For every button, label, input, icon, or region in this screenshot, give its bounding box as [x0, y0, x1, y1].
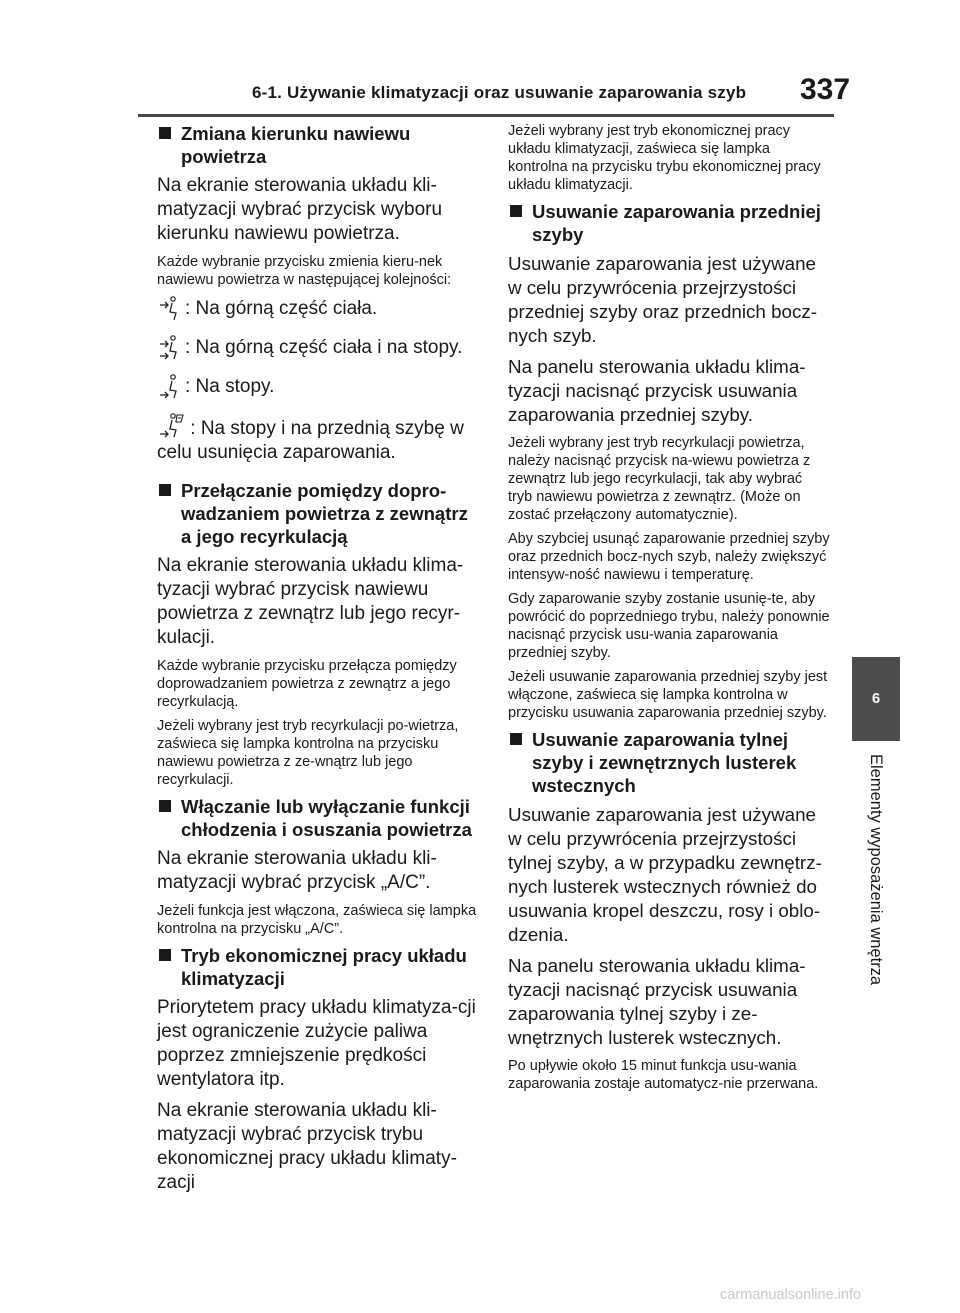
heading-eco-mode: Tryb ekonomicznej pracy układu klimatyzacji [157, 944, 479, 990]
airflow-mode-bi-level [157, 334, 479, 362]
heading-ac: Włączanie lub wyłączanie funkcji chłodzenia i osuszania powietrza [157, 795, 479, 841]
note: Jeżeli usuwanie zaparowania przedniej szyby jest włączone, zaświeca się lampka kontrolna w przycisku usuwania zaparowania przedniej szyby. [508, 669, 828, 721]
airflow-mode-text: : Na stopy i na przednią szybę w celu usunięcia zaparowania. [157, 418, 464, 463]
chapter-label-text: Elementy wyposażenia wnętrza [867, 754, 885, 986]
heading-recirculation: Przełączanie pomiędzy dopro-wadzaniem powietrza z zewnątrz a jego recyrkulacją [157, 479, 479, 548]
airflow-mode-text: : Na górną część ciała i na stopy. [185, 337, 463, 358]
page-number: 337 [800, 73, 851, 106]
paragraph: Priorytetem pracy układu klimatyza-cji jest ograniczenie zużycie paliwa poprzez zmniejszenie prędkości wentylatora itp. [157, 997, 476, 1090]
note: Każde wybranie przycisku zmienia kieru-nek nawiewu powietrza w następującej kolejności: [157, 254, 452, 288]
paragraph: Na ekranie sterowania układu kli-matyzacji wybrać przycisk „A/C”. [157, 848, 437, 893]
paragraph: Na panelu sterowania układu klima-tyzacji nacisnąć przycisk usuwania zaparowania tylnej szyby i ze-wnętrznych lusterek wstecznych. [508, 955, 806, 1048]
note: Każde wybranie przycisku przełącza pomiędzy doprowadzaniem powietrza z zewnątrz a jego recyrkulacją. [157, 658, 457, 710]
watermark: carmanualsonline.info [720, 1287, 862, 1303]
feet-airflow-icon [157, 373, 185, 401]
paragraph: Usuwanie zaparowania jest używane w celu przywrócenia przejrzystości przedniej szyby oraz przednich bocz-nych szyb. [508, 253, 817, 346]
paragraph: Na panelu sterowania układu klima-tyzacji nacisnąć przycisk usuwania zaparowania przedniej szyby. [508, 356, 806, 425]
airflow-mode-text: : Na górną część ciała. [185, 298, 378, 319]
heading-rear-window-defog: Usuwanie zaparowania tylnej szyby i zewnętrznych lusterek wstecznych [508, 728, 830, 797]
note: Jeżeli wybrany jest tryb recyrkulacji po-wietrza, zaświeca się lampka kontrolna na przycisku nawiewu powietrza z ze-wnątrz lub jego recyrkulacji. [157, 718, 459, 788]
chapter-tab [852, 657, 900, 741]
header-rule [138, 114, 834, 117]
airflow-mode-text: : Na stopy. [185, 376, 275, 397]
right-column [508, 122, 830, 1099]
note: Po upływie około 15 minut funkcja usu-wania zaparowania zostaje automatycz-nie przerwana. [508, 1058, 819, 1092]
airflow-mode-feet [157, 373, 479, 401]
paragraph: Na ekranie sterowania układu kli-matyzacji wybrać przycisk wyboru kierunku nawiewu powietrza. [157, 175, 443, 244]
bi-level-airflow-icon [157, 334, 185, 362]
airflow-mode-feet-defrost [157, 412, 479, 465]
note: Jeżeli wybrany jest tryb ekonomicznej pracy układu klimatyzacji, zaświeca się lampka kontrolna na przycisku trybu ekonomicznej pracy układu klimatyzacji. [508, 123, 821, 193]
note: Jeżeli wybrany jest tryb recyrkulacji powietrza, należy nacisnąć przycisk na-wiewu powietrza z zewnątrz lub jego recyrkulacji, tak aby wybrać tryb nawiewu powietrza z zewnątrz. (Może on zostać przełączony automatycznie). [508, 435, 811, 523]
chapter-number: 6 [871, 690, 881, 707]
left-column [157, 122, 479, 1202]
chapter-side-label [862, 754, 890, 1024]
section-title: 6-1. Używanie klimatyzacji oraz usuwanie zaparowania szyb [252, 83, 747, 102]
face-airflow-icon [157, 295, 185, 323]
paragraph: Na ekranie sterowania układu klima-tyzacji wybrać przycisk nawiewu powietrza z zewnątrz lub jego recyr-kulacji. [157, 555, 464, 648]
airflow-mode-face [157, 295, 479, 323]
feet-defrost-airflow-icon [157, 412, 185, 440]
note: Aby szybciej usunąć zaparowanie przedniej szyby oraz przednich bocz-nych szyb, należy zwiększyć intensyw-ność nawiewu i temperaturę. [508, 531, 830, 583]
paragraph: Na ekranie sterowania układu kli-matyzacji wybrać przycisk trybu ekonomicznej pracy układu klimaty-zacji [157, 1100, 457, 1193]
heading-airflow-direction: Zmiana kierunku nawiewu powietrza [157, 122, 479, 168]
paragraph: Usuwanie zaparowania jest używane w celu przywrócenia przejrzystości tylnej szyby, a w przypadku zewnętrz-nych lusterek wstecznych również do usuwania kropel deszczu, rosy i oblo-dzenia. [508, 804, 822, 945]
note: Gdy zaparowanie szyby zostanie usunię-te, aby powrócić do poprzedniego trybu, należy ponownie nacisnąć przycisk usu-wania zaparowania przedniej szyby. [508, 591, 830, 661]
heading-windshield-defog: Usuwanie zaparowania przedniej szyby [508, 200, 830, 246]
note: Jeżeli funkcja jest włączona, zaświeca się lampka kontrolna na przycisku „A/C”. [157, 903, 477, 937]
